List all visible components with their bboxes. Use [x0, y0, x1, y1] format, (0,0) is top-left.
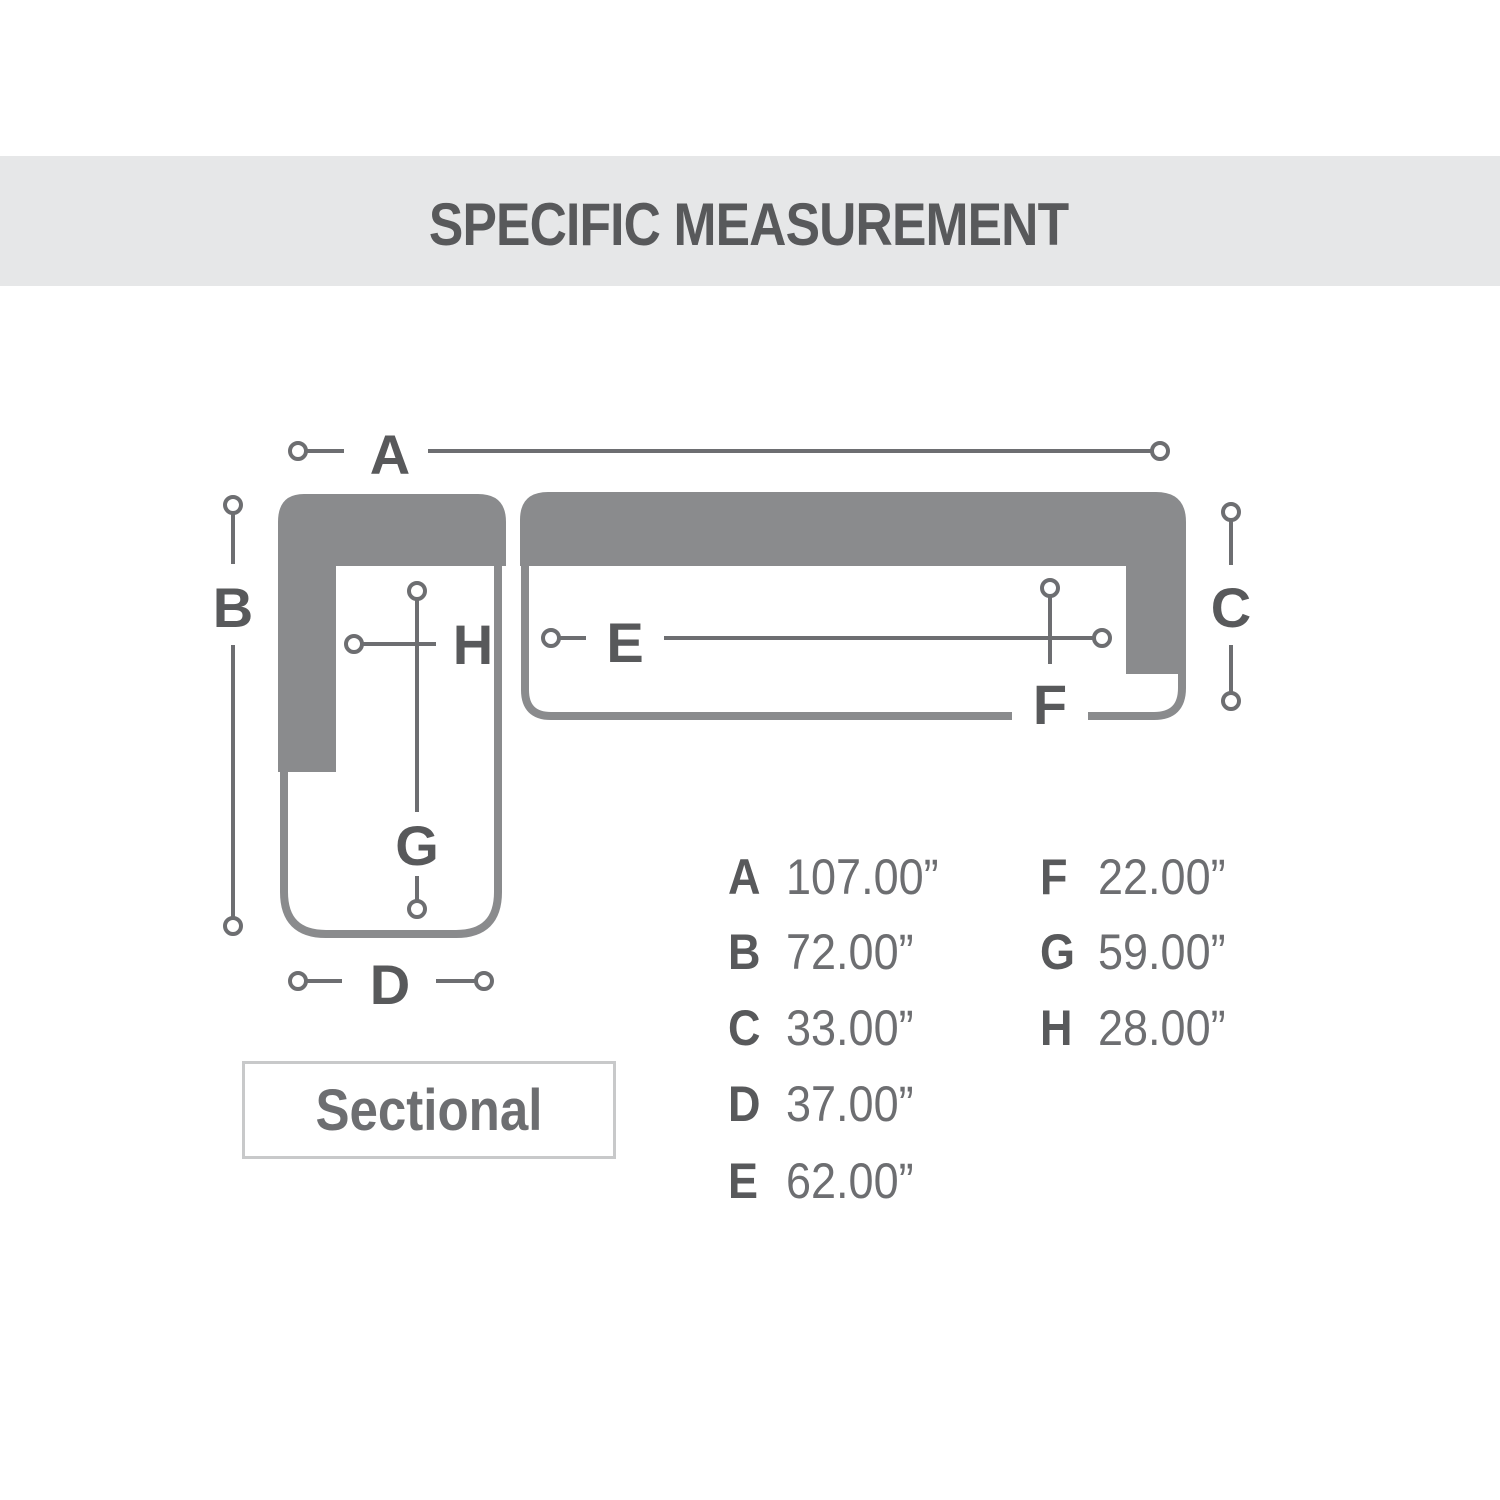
- dim-f-start-marker: [1042, 580, 1058, 596]
- dim-label-e: E: [606, 611, 644, 674]
- measurement-letter: B: [728, 924, 761, 980]
- dim-label-c: C: [1210, 576, 1252, 639]
- measurement-letter: F: [1040, 849, 1068, 905]
- measurement-value: 62.00”: [786, 1153, 914, 1209]
- measurement-row-e: [728, 1152, 928, 1210]
- measurement-row-h: [1040, 999, 1240, 1057]
- dim-g-end-marker: [409, 901, 425, 917]
- measurement-letter: E: [728, 1153, 759, 1209]
- left-chaise-piece: [278, 494, 506, 934]
- dim-label-f: F: [1032, 673, 1068, 736]
- dim-label-g: G: [395, 814, 439, 877]
- measurement-value: 37.00”: [786, 1076, 914, 1132]
- measurement-value: 33.00”: [786, 1000, 914, 1056]
- dim-d-end-marker: [476, 973, 492, 989]
- dim-b-start-marker: [225, 497, 241, 513]
- measurement-value: 28.00”: [1098, 1000, 1226, 1056]
- measurement-value: 107.00”: [786, 849, 939, 905]
- dim-label-d: D: [369, 953, 411, 1016]
- measurement-row-g: [1040, 923, 1240, 981]
- right-sofa-piece: [520, 492, 1186, 716]
- product-type-label: Sectional: [315, 1077, 543, 1143]
- measurement-value: 22.00”: [1098, 849, 1226, 905]
- measurement-value: 59.00”: [1098, 924, 1226, 980]
- dim-a-start-marker: [290, 443, 306, 459]
- dim-label-b: B: [212, 576, 254, 639]
- dim-label-h: H: [452, 613, 494, 676]
- dim-b-end-marker: [225, 918, 241, 934]
- dim-d-start-marker: [290, 973, 306, 989]
- dim-label-a: A: [369, 423, 411, 486]
- measurement-letter: H: [1040, 1000, 1073, 1056]
- measurement-row-f: [1040, 848, 1240, 906]
- dim-h-start-marker: [346, 636, 362, 652]
- dim-e-end-marker: [1094, 630, 1110, 646]
- dim-e-start-marker: [543, 630, 559, 646]
- dim-c-start-marker: [1223, 504, 1239, 520]
- dim-c-end-marker: [1223, 693, 1239, 709]
- product-type-box: [242, 1061, 616, 1159]
- measurement-value: 72.00”: [786, 924, 914, 980]
- measurement-letter: A: [728, 849, 761, 905]
- measurement-letter: G: [1040, 924, 1076, 980]
- measurement-row-d: [728, 1075, 928, 1133]
- page-title: SPECIFIC MEASUREMENT: [428, 191, 1069, 258]
- measurement-letter: C: [728, 1000, 761, 1056]
- dim-a-end-marker: [1152, 443, 1168, 459]
- measurement-row-b: [728, 923, 928, 981]
- measurement-letter: D: [728, 1076, 761, 1132]
- dim-g-start-marker: [409, 583, 425, 599]
- measurement-row-a: [728, 848, 956, 906]
- measurement-row-c: [728, 999, 928, 1057]
